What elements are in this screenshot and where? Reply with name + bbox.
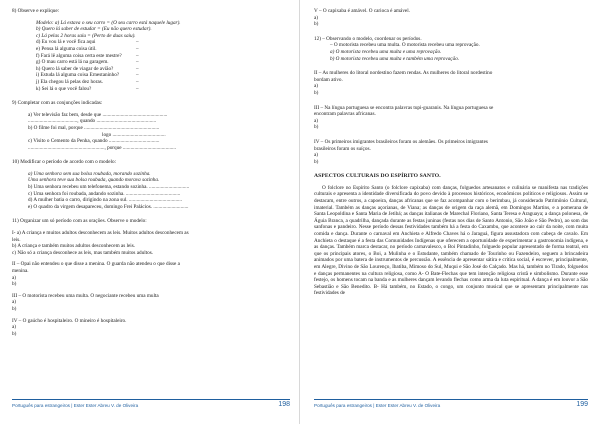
exercise-11-I-1: I- a) A criança e muitos adultos desconhecem as leis. Muitos adultos desconhecem as [12, 230, 189, 237]
section-title: ASPECTOS CULTURAIS DO ESPÍRITO SANTO. [314, 173, 441, 180]
exercise-9-b2: logo ......................................... [102, 131, 166, 138]
exercise-8-item: e) Pensa lá alguma coisa útil. – [36, 45, 139, 52]
exercise-9-title: 9) Completar com as conjunções indicadas: [12, 100, 103, 107]
exercise-9 [12, 100, 290, 151]
exercise-8-item: k) Sei lá o que você falou? – [36, 85, 139, 92]
exercise-10-b: b) Uma senhora recebeu um telefonema, estando sozinha. ............................... [28, 184, 190, 191]
exercise-12-III-answer-b: b) [314, 124, 319, 131]
exercise-9-a: a) Ver televisão faz bem, desde que .................................................. [28, 111, 168, 118]
exercise-11-I-2: b) A criança e também muitos adultos desconhecem as leis. [12, 243, 136, 250]
exercise-11-II-b: menina. [12, 268, 29, 274]
exercise-12-II: II – As mulheres do litoral nordestino fazem rendas. As mulheres do litoral nordestino [314, 70, 493, 77]
exercise-11-title: 11) Organizar um só período com as orações. Observe o modelo: [12, 218, 147, 225]
exercise-8 [12, 8, 290, 92]
exercise-12 [314, 36, 588, 166]
exercise-10-d: d) A mulher batia o carro, dirigindo na zona sul. ......................................... [28, 197, 183, 204]
exercise-11-II-answer-b: b) [12, 281, 17, 288]
exercise-11-continued [314, 8, 588, 28]
exercise-8-items [12, 39, 290, 92]
exercise-10-model-2: Uma senhora teve sua bolsa roubada, quando morava sozinha. [28, 177, 160, 184]
exercise-11-III-answer-b: b) [12, 305, 17, 312]
exercise-11-V-answer-a: a) [314, 14, 319, 21]
exercise-8-item: j) Ela chegou lá pelas dez horas. – [36, 78, 139, 85]
left-page-footer [12, 399, 290, 414]
exercise-8-b: b) Quero lá saber de estudar = (Eu não quero estudar). [36, 26, 152, 33]
exercise-12-II-b: bordam ativo. [314, 76, 343, 83]
exercise-11-III: III – O motorista recebeu uma multa. O negociante recebeu uma multa [12, 292, 159, 299]
exercise-12-IV: IV – Os primeiros imigrantes brasileiros foram os alemães. Os primeiros imigrantes [314, 138, 488, 145]
exercise-11-IV: IV – O gaúcho é hospitaleiro. O mineiro é hospitaleiro. [12, 317, 127, 324]
exercise-11-V-answer-b: b) [314, 21, 319, 28]
exercise-8-item: g) O mau carro está lá na garagem. – [36, 59, 139, 66]
exercise-8-title: 8) Observe e explique: [12, 8, 60, 14]
exercise-12-b: b) O motorista recebeu uma multa e também uma reprovação. [330, 55, 460, 62]
exercise-11-IV-answer-b: b) [12, 330, 17, 337]
exercise-10-c: c) Uma senhora foi roubada, andando sozinha. .......................................... [28, 190, 181, 197]
exercise-12-III-b: encontram palavras africanas. [314, 111, 376, 118]
exercise-12-IV-answer-b: b) [314, 158, 319, 165]
exercise-9-b: b) O filme foi mal, porque .......................................................... [28, 124, 160, 131]
exercise-12-II-answer-a: a) [314, 83, 319, 90]
exercise-9-c: c) Visito o Cemento da Penha, quando ....................................... [28, 138, 160, 145]
exercise-12-a: a) O motorista recebeu uma multa e uma reprovação. [330, 48, 442, 55]
exercise-12-II-answer-b: b) [314, 89, 319, 96]
right-page-footer [314, 399, 588, 414]
exercise-12-model: – O motorista recebeu uma multa. O motorista recebeu uma reprovação. [330, 42, 480, 49]
exercise-8-item: d) Eu vou lá e você fica aqui – [36, 39, 139, 46]
exercise-10-e: e) O quadro da virgem desapareceu, domingo Frei Palácios. ........................... [28, 203, 189, 210]
exercise-12-IV-b: brasileiros foram os suíços. [314, 145, 371, 152]
footer-text: Português para estrangeiros | Ester Ester Abreu V. de Oliveira [12, 403, 139, 408]
exercise-10-model-1: a) Uma senhora sem sua bolsa roubada, morando sozinha. [28, 170, 151, 177]
cultural-aspects-section [314, 173, 588, 297]
page-number: 198 [278, 401, 290, 408]
page-number: 199 [576, 401, 588, 408]
exercise-10-title: 10) Modificar o período de acordo com o modelo: [12, 159, 117, 166]
section-paragraph: O folclore no Espírito Santo (o folclore capixaba) com danças, folguedos artesanatos e culinária se manifesta nas tradições culturais e apresenta a identidade diversificada do povo devido à processos históricos, econômicos políticos e religiosos. Assim se destacam, entre outros, a capoeira, danças africanas que se faz acompanhar com o berimbau, já considerado Patrimônio Cultural, imaterial. Também as danças açorianas, de Viana; as danças de origem da raça alemã, em Domingos Martins, e a pomerana de Santa Leopoldina e Santa Maria de Jetibá; as danças italianas de Marechal Floriano, Santa Teresa e Araguaya; a dança polonesa, de Águia Branca, a quadrilha, dançada durante as festas juninas (festas nos dias de Santo Antonio, São João e São Pedro), ao som das sanfonas e pandeiro. Nesse período dessas festividades também há a festa do Caxambu, que acontece ao cair da noite, com muita comida e dança. Durante o carnaval em Anchieta e Alfredo Chaves há o Jaraguá, figura assustadora com cabeça de cavalo. Em Anchieta o destaque é a festa das Comunidades Indígenas que oferecem a oportunidade de experimentar a gastronomia indígena, e as danças. Também marca destacar, no período carnavalesco, o Boi Pintadinho, folguedo popular apresentado de forma teatral, em que os principais atores, o Boi, a Mulinha e o Estudante, também chamado de Tourinho ou Fazendeiro, seguem a brincadeira animados por uma batera de instrumentos de percussão. A essência de apresentar sátira e crítica social, é escrever, principalmente, em Alegre, Divino de São Lourenço, Ibatiba, Mimoso do Sul, Muqui e São José do Calçado. Mas há, também no Tirado, folguedos e danças permanentes na cultura religiosa, como A- O Bate-Flechas que tem intenção religiosa cristã e simbolismo. Durante esse festejo, os homens tocam na banda e as mulheres dançam levando flechas como arma da luta espiritual. A dança é em louvor a São Sebastião e São Benedito. B- Há também, no Estado, o congo, um conjunto musical que se apresentam principalmente nas festividades de [314, 184, 588, 297]
exercise-8-model: Modelo: a) Lá estava o seu carro = (O seu carro está naquele lugar). [36, 19, 181, 26]
exercise-11-V: V – O capixaba é amável. O carioca é amável. [314, 8, 410, 14]
exercise-11-II-answer-a: a) [12, 274, 17, 281]
exercise-8-item: f) Fará lê alguma coisa certa este mestre? – [36, 52, 139, 59]
exercise-8-c: c) Lá pelas 2 horas saiu = (Perto de duas saiu). [36, 32, 136, 39]
exercise-10 [12, 159, 290, 210]
exercise-12-IV-answer-a: a) [314, 152, 319, 159]
exercise-12-title: 12) – Observando o modelo, coordenar os períodos. [314, 35, 422, 42]
exercise-11-III-answer-a: a) [12, 299, 17, 306]
exercise-9-c2: ..........................................................., porque ......................................... [28, 144, 176, 151]
exercise-11 [12, 218, 290, 337]
exercise-11-I-3: c) Não só a criança desconhece as leis, mas também muitos adultos. [12, 249, 154, 256]
footer-text: Português para estrangeiros | Ester Ester Abreu V. de Oliveira [314, 403, 441, 408]
exercise-9-a2: ......................................, quando .............................................. [28, 118, 157, 125]
exercise-8-item: h) Quero lá saber de viagar de avião? – [36, 65, 139, 72]
exercise-8-item: i) Estuda lá alguma coisa Ernestaninho? – [36, 72, 139, 79]
exercise-11-IV-answer-a: a) [12, 324, 17, 331]
exercise-12-III-answer-a: a) [314, 117, 319, 124]
exercise-11-I-1b: leis. [12, 236, 21, 243]
right-page [300, 0, 600, 424]
exercise-11-II: II – Opai não entendeu o que disse a menina. O guarda não atendeu o que disse a [12, 261, 180, 268]
exercise-12-III: III – Na língua portuguesa se encontra palavras tupi-guaranis. Na língua portuguesa se [314, 104, 494, 111]
